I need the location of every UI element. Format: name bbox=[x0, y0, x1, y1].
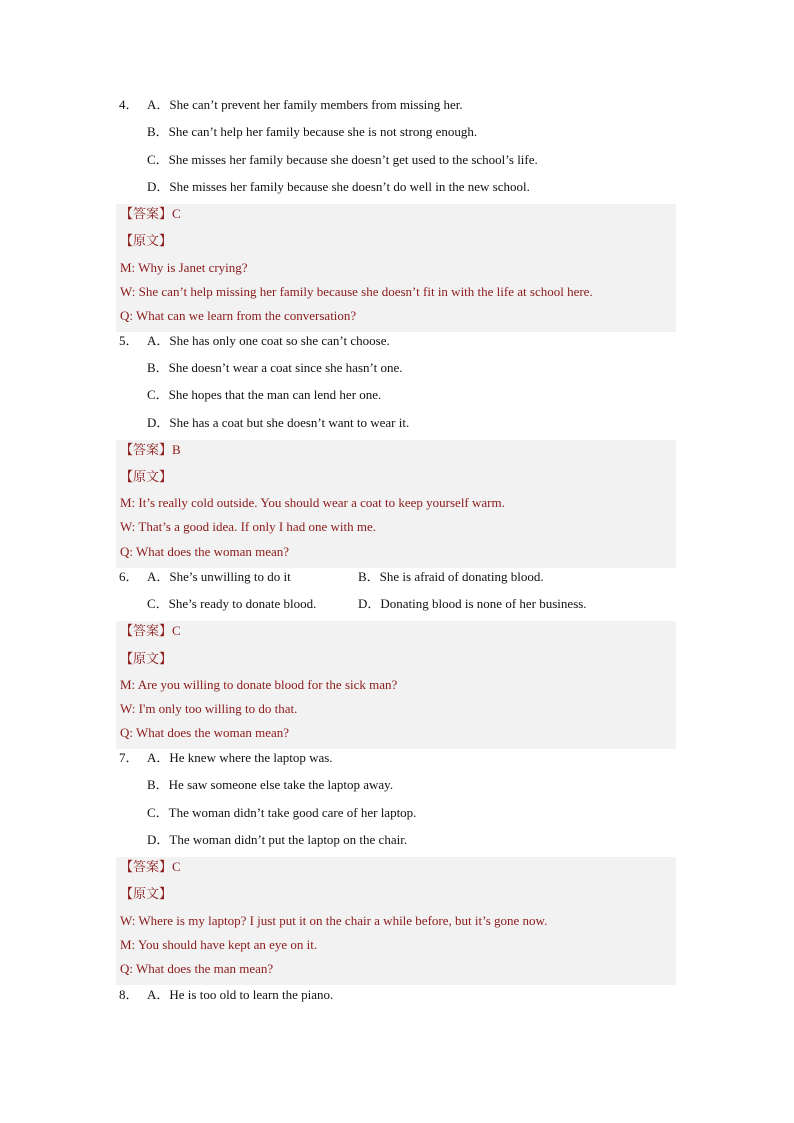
option-a: A．She’s unwilling to do it bbox=[147, 569, 291, 584]
option-b: B．She is afraid of donating blood. bbox=[358, 569, 544, 584]
option-c: C．The woman didn’t take good care of her laptop. bbox=[147, 805, 417, 820]
option-a: A．He knew where the laptop was. bbox=[147, 750, 333, 765]
option-c: C．She’s ready to donate blood. bbox=[147, 596, 317, 611]
option-b: B．She doesn’t wear a coat since she hasn’t one. bbox=[147, 360, 403, 375]
option-c: C．She misses her family because she doesn’t get used to the school’s life. bbox=[147, 152, 538, 167]
answer-label: 【答案】C bbox=[120, 206, 181, 221]
transcript-line: M: Why is Janet crying? bbox=[120, 260, 248, 275]
option-c: C．She hopes that the man can lend her one. bbox=[147, 387, 382, 402]
question-number: 7． bbox=[119, 750, 139, 765]
option-a: A．She can’t prevent her family members from missing her. bbox=[147, 97, 463, 112]
source-label: 【原文】 bbox=[120, 651, 173, 666]
option-b: B．She can’t help her family because she is not strong enough. bbox=[147, 124, 478, 139]
question-number: 6． bbox=[119, 569, 139, 584]
transcript-line: W: She can’t help missing her family because she doesn’t fit in with the life at school here. bbox=[120, 284, 593, 299]
question-number: 4． bbox=[119, 97, 139, 112]
option-b: B．He saw someone else take the laptop away. bbox=[147, 777, 394, 792]
transcript-line: Q: What does the man mean? bbox=[120, 961, 274, 976]
question-number: 5． bbox=[119, 333, 139, 348]
source-label: 【原文】 bbox=[120, 886, 173, 901]
transcript-line: M: Are you willing to donate blood for the sick man? bbox=[120, 677, 398, 692]
source-label: 【原文】 bbox=[120, 233, 173, 248]
question-number: 8． bbox=[119, 987, 139, 1002]
transcript-line: Q: What does the woman mean? bbox=[120, 725, 290, 740]
option-a: A．She has only one coat so she can’t choose. bbox=[147, 333, 390, 348]
transcript-line: W: I'm only too willing to do that. bbox=[120, 701, 298, 716]
answer-label: 【答案】B bbox=[120, 442, 181, 457]
option-d: D．The woman didn’t put the laptop on the chair. bbox=[147, 832, 408, 847]
option-d: D．She has a coat but she doesn’t want to wear it. bbox=[147, 415, 410, 430]
transcript-line: M: You should have kept an eye on it. bbox=[120, 937, 318, 952]
answer-label: 【答案】C bbox=[120, 623, 181, 638]
transcript-line: Q: What does the woman mean? bbox=[120, 544, 290, 559]
transcript-line: Q: What can we learn from the conversation? bbox=[120, 308, 357, 323]
transcript-line: W: Where is my laptop? I just put it on the chair a while before, but it’s gone now. bbox=[120, 913, 548, 928]
option-d: D．She misses her family because she doesn’t do well in the new school. bbox=[147, 179, 530, 194]
transcript-line: M: It’s really cold outside. You should wear a coat to keep yourself warm. bbox=[120, 495, 505, 510]
transcript-line: W: That’s a good idea. If only I had one with me. bbox=[120, 519, 376, 534]
option-d: D．Donating blood is none of her business. bbox=[358, 596, 587, 611]
option-a: A．He is too old to learn the piano. bbox=[147, 987, 334, 1002]
answer-label: 【答案】C bbox=[120, 859, 181, 874]
source-label: 【原文】 bbox=[120, 469, 173, 484]
